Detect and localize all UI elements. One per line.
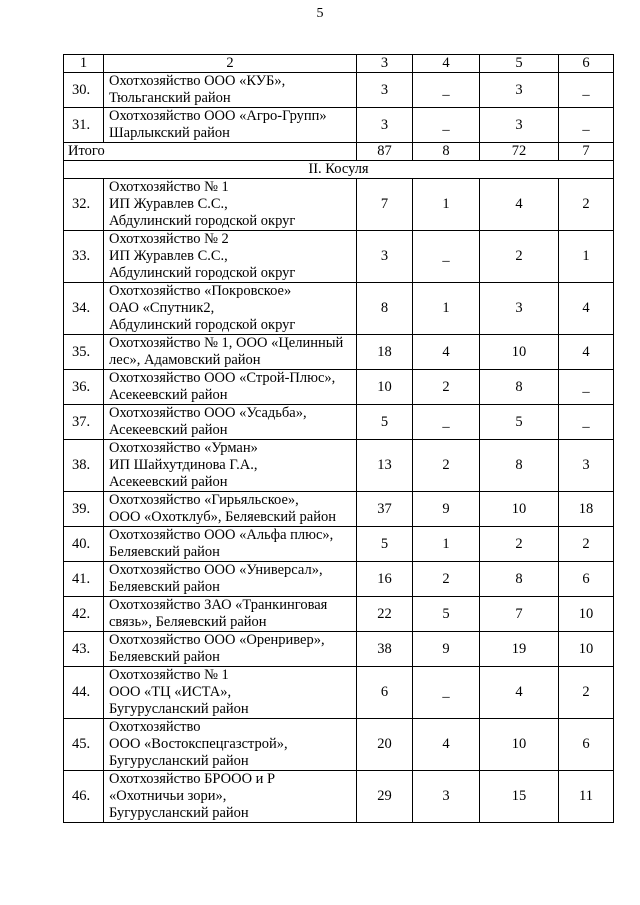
value-c4: 9 — [413, 492, 480, 527]
value-c3: 3 — [357, 231, 413, 283]
name-line: Охотхозяйство «Гирьяльское», — [109, 492, 299, 508]
row-number: 38. — [64, 440, 104, 492]
row-number: 44. — [64, 667, 104, 719]
name-line: Охотхозяйство «Покровское» — [109, 283, 292, 299]
value-c6: 4 — [559, 283, 614, 335]
column-number: 5 — [480, 55, 559, 73]
name-line: Асекеевский район — [109, 474, 228, 490]
total-label: Итого — [64, 143, 357, 161]
name-line: Охотхозяйство ООО «Агро-Групп» — [109, 108, 327, 124]
value-c3: 6 — [357, 667, 413, 719]
value-c4: 4 — [413, 335, 480, 370]
name-line: Охотхозяйство ЗАО «Транкинговая — [109, 597, 328, 613]
value-c3: 3 — [357, 73, 413, 108]
name-line: Асекеевский район — [109, 387, 228, 403]
value-c5: 4 — [480, 179, 559, 231]
name-line: Беляевский район — [109, 649, 220, 665]
value-c3: 20 — [357, 719, 413, 771]
total-value-c3: 87 — [357, 143, 413, 161]
value-c3: 3 — [357, 108, 413, 143]
row-number: 45. — [64, 719, 104, 771]
row-number: 35. — [64, 335, 104, 370]
name-line: Охотхозяйство — [109, 719, 201, 735]
value-c5: 3 — [480, 283, 559, 335]
row-number: 34. — [64, 283, 104, 335]
value-c6: _ — [559, 405, 614, 440]
value-c4: 3 — [413, 771, 480, 823]
name-line: ИП Журавлев С.С., — [109, 248, 228, 264]
value-c4: _ — [413, 108, 480, 143]
name-line: Охотхозяйство № 1 — [109, 667, 229, 683]
value-c5: 2 — [480, 231, 559, 283]
total-value-c5: 72 — [480, 143, 559, 161]
table-row — [64, 492, 614, 527]
value-c5: 5 — [480, 405, 559, 440]
value-c6: _ — [559, 73, 614, 108]
value-c5: 19 — [480, 632, 559, 667]
hunting-ground-name — [104, 231, 357, 283]
row-number: 41. — [64, 562, 104, 597]
hunting-quota-table — [63, 54, 614, 823]
name-line: связь», Беляевский район — [109, 614, 267, 630]
name-line: Беляевский район — [109, 544, 220, 560]
hunting-ground-name — [104, 335, 357, 370]
column-number: 1 — [64, 55, 104, 73]
table-row — [64, 527, 614, 562]
value-c5: 7 — [480, 597, 559, 632]
value-c4: 1 — [413, 283, 480, 335]
name-line: Абдулинский городской округ — [109, 213, 296, 229]
hunting-ground-name — [104, 562, 357, 597]
name-line: Охотхозяйство № 1, ООО «Целинный — [109, 335, 344, 351]
table-row — [64, 632, 614, 667]
value-c6: 10 — [559, 597, 614, 632]
name-line: ООО «Востокспецгазстрой», — [109, 736, 288, 752]
hunting-ground-name — [104, 179, 357, 231]
hunting-ground-name — [104, 73, 357, 108]
value-c4: 1 — [413, 527, 480, 562]
name-line: Бугурусланский район — [109, 753, 249, 769]
column-number-row — [64, 55, 614, 73]
column-number: 2 — [104, 55, 357, 73]
value-c3: 13 — [357, 440, 413, 492]
hunting-ground-name — [104, 719, 357, 771]
value-c5: 3 — [480, 108, 559, 143]
value-c3: 37 — [357, 492, 413, 527]
row-number: 42. — [64, 597, 104, 632]
hunting-ground-name — [104, 771, 357, 823]
value-c4: 5 — [413, 597, 480, 632]
row-number: 32. — [64, 179, 104, 231]
total-row — [64, 143, 614, 161]
row-number: 46. — [64, 771, 104, 823]
value-c6: 6 — [559, 562, 614, 597]
row-number: 33. — [64, 231, 104, 283]
value-c6: 2 — [559, 527, 614, 562]
value-c3: 5 — [357, 527, 413, 562]
value-c5: 10 — [480, 719, 559, 771]
hunting-ground-name — [104, 108, 357, 143]
table-row — [64, 370, 614, 405]
total-value-c6: 7 — [559, 143, 614, 161]
page-number: 5 — [316, 6, 324, 21]
value-c5: 15 — [480, 771, 559, 823]
hunting-ground-name — [104, 597, 357, 632]
value-c6: 3 — [559, 440, 614, 492]
value-c4: _ — [413, 405, 480, 440]
value-c6: _ — [559, 370, 614, 405]
value-c5: 8 — [480, 562, 559, 597]
value-c6: 2 — [559, 179, 614, 231]
table-row — [64, 108, 614, 143]
value-c5: 4 — [480, 667, 559, 719]
value-c4: 4 — [413, 719, 480, 771]
value-c4: _ — [413, 667, 480, 719]
value-c6: 18 — [559, 492, 614, 527]
value-c3: 16 — [357, 562, 413, 597]
hunting-ground-name — [104, 527, 357, 562]
value-c6: 4 — [559, 335, 614, 370]
row-number: 43. — [64, 632, 104, 667]
column-number: 4 — [413, 55, 480, 73]
table-row — [64, 719, 614, 771]
value-c5: 8 — [480, 370, 559, 405]
name-line: Охотхозяйство № 1 — [109, 179, 229, 195]
section-row — [64, 161, 614, 179]
name-line: Абдулинский городской округ — [109, 265, 296, 281]
value-c3: 22 — [357, 597, 413, 632]
name-line: Охотхозяйство ООО «Альфа плюс», — [109, 527, 334, 543]
value-c6: 10 — [559, 632, 614, 667]
name-line: лес», Адамовский район — [109, 352, 261, 368]
table-row — [64, 667, 614, 719]
value-c6: 2 — [559, 667, 614, 719]
name-line: ИП Журавлев С.С., — [109, 196, 228, 212]
value-c3: 7 — [357, 179, 413, 231]
name-line: ООО «Охотклуб», Беляевский район — [109, 509, 337, 525]
value-c4: 9 — [413, 632, 480, 667]
name-line: Бугурусланский район — [109, 701, 249, 717]
row-number: 31. — [64, 108, 104, 143]
hunting-ground-name — [104, 405, 357, 440]
value-c3: 38 — [357, 632, 413, 667]
value-c4: 2 — [413, 370, 480, 405]
row-number: 30. — [64, 73, 104, 108]
name-line: Охотхозяйство № 2 — [109, 231, 229, 247]
row-number: 40. — [64, 527, 104, 562]
name-line: Бугурусланский район — [109, 805, 249, 821]
name-line: Охотхозяйство ООО «КУБ», — [109, 73, 286, 89]
value-c6: _ — [559, 108, 614, 143]
value-c4: 1 — [413, 179, 480, 231]
value-c3: 10 — [357, 370, 413, 405]
value-c5: 3 — [480, 73, 559, 108]
value-c5: 2 — [480, 527, 559, 562]
value-c4: 2 — [413, 562, 480, 597]
value-c4: 2 — [413, 440, 480, 492]
table-row — [64, 562, 614, 597]
table-row — [64, 440, 614, 492]
name-line: Беляевский район — [109, 579, 220, 595]
table-row — [64, 597, 614, 632]
value-c3: 29 — [357, 771, 413, 823]
total-value-c4: 8 — [413, 143, 480, 161]
value-c5: 10 — [480, 335, 559, 370]
hunting-ground-name — [104, 632, 357, 667]
name-line: «Охотничьи зори», — [109, 788, 227, 804]
table-row — [64, 73, 614, 108]
name-line: Охотхозяйство ООО «Усадьба», — [109, 405, 307, 421]
value-c6: 1 — [559, 231, 614, 283]
column-number: 3 — [357, 55, 413, 73]
value-c5: 8 — [480, 440, 559, 492]
table-row — [64, 771, 614, 823]
hunting-ground-name — [104, 370, 357, 405]
value-c5: 10 — [480, 492, 559, 527]
name-line: Охотхозяйство «Урман» — [109, 440, 258, 456]
value-c4: _ — [413, 231, 480, 283]
table-row — [64, 179, 614, 231]
table-body — [64, 55, 614, 823]
name-line: Охотхозяйство ООО «Универсал», — [109, 562, 323, 578]
table-row — [64, 231, 614, 283]
name-line: ООО «ТЦ «ИСТА», — [109, 684, 232, 700]
value-c3: 5 — [357, 405, 413, 440]
name-line: Абдулинский городской округ — [109, 317, 296, 333]
name-line: ОАО «Спутник2, — [109, 300, 215, 316]
name-line: ИП Шайхутдинова Г.А., — [109, 457, 258, 473]
section-title: II. Косуля — [64, 161, 614, 179]
hunting-ground-name — [104, 440, 357, 492]
value-c3: 8 — [357, 283, 413, 335]
name-line: Охотхозяйство ООО «Строй-Плюс», — [109, 370, 336, 386]
value-c6: 11 — [559, 771, 614, 823]
row-number: 39. — [64, 492, 104, 527]
hunting-ground-name — [104, 492, 357, 527]
table-row — [64, 405, 614, 440]
table-row — [64, 335, 614, 370]
name-line: Охотхозяйство БРООО и Р — [109, 771, 276, 787]
value-c6: 6 — [559, 719, 614, 771]
name-line: Тюльганский район — [109, 90, 231, 106]
row-number: 37. — [64, 405, 104, 440]
name-line: Охотхозяйство ООО «Оренривер», — [109, 632, 325, 648]
hunting-ground-name — [104, 283, 357, 335]
name-line: Асекеевский район — [109, 422, 228, 438]
table-row — [64, 283, 614, 335]
hunting-ground-name — [104, 667, 357, 719]
column-number: 6 — [559, 55, 614, 73]
value-c3: 18 — [357, 335, 413, 370]
row-number: 36. — [64, 370, 104, 405]
name-line: Шарлыкский район — [109, 125, 230, 141]
value-c4: _ — [413, 73, 480, 108]
